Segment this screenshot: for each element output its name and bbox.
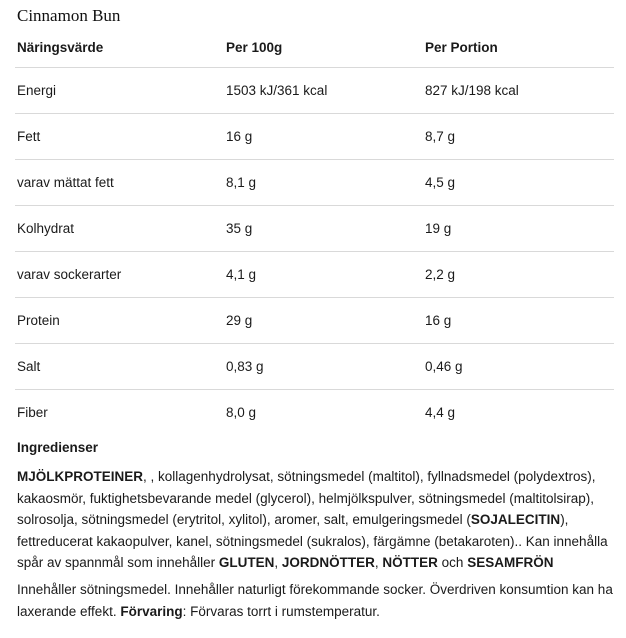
ingredients-segment: , (374, 555, 383, 570)
value-per-portion: 16 g (423, 298, 614, 344)
allergen-text: SOJALECITIN (470, 512, 561, 527)
value-per-portion: 0,46 g (423, 344, 614, 390)
nutrient-name: Protein (15, 298, 224, 344)
nutrient-name: Kolhydrat (15, 206, 224, 252)
value-per-portion: 19 g (423, 206, 614, 252)
nutrition-row (15, 252, 614, 298)
note-segment: Innehåller sötningsmedel. Innehåller naturligt förekommande socker. Överdriven konsumtion kan ha laxerande effekt. (17, 582, 613, 619)
ingredients-segment: , , kollagenhydrolysat, sötningsmedel (maltitol), fyllnadsmedel (polydextros), kakaosmör, fuktighetsbevarande medel (glycerol), helmjölkspulver, sötningsmedel (maltitolsirap), solrosolja, sötningsmedel (erytritol, xylitol), aromer, salt, emulgeringsmedel ( (17, 469, 596, 527)
product-title: Cinnamon Bun (17, 6, 121, 25)
nutrient-name: varav mättat fett (15, 160, 224, 206)
storage-label: Förvaring (120, 603, 183, 619)
value-per-100g: 0,83 g (224, 344, 423, 390)
note-text (17, 579, 617, 622)
value-per-100g: 8,1 g (224, 160, 423, 206)
ingredients-segment: och (437, 555, 468, 570)
header-per-100g: Per 100g (224, 29, 423, 68)
nutrient-name: varav sockerarter (15, 252, 224, 298)
allergen-text: GLUTEN (218, 555, 275, 570)
nutrient-name: Fiber (17, 405, 48, 420)
nutrition-header-row (15, 29, 614, 68)
allergen-text: NÖTTER (382, 555, 438, 570)
value-per-portion: 4,4 g (425, 405, 456, 420)
note-segment: : Förvaras torrt i rumstemperatur. (182, 603, 380, 619)
ingredients-text (17, 466, 617, 574)
header-per-portion: Per Portion (423, 29, 614, 68)
value-per-100g: 29 g (224, 298, 423, 344)
header-nutrient: Näringsvärde (15, 29, 224, 68)
value-per-portion: 8,7 g (423, 114, 614, 160)
nutrient-name: Energi (15, 68, 224, 114)
value-per-100g: 35 g (224, 206, 423, 252)
nutrition-row (15, 344, 614, 390)
nutrition-row (15, 298, 614, 344)
ingredients-heading: Ingredienser (17, 440, 99, 455)
ingredients-segment: ), fettreducerat kakaopulver, kanel, sötningsmedel (sukralos), färgämne (betakaroten).. Kan innehålla spår av spannmål som innehåller (17, 512, 608, 570)
nutrition-row (15, 114, 614, 160)
nutrition-row (15, 68, 614, 114)
allergen-text: JORDNÖTTER (281, 555, 375, 570)
allergen-text: SESAMFRÖN (467, 555, 554, 570)
value-per-portion: 4,5 g (423, 160, 614, 206)
value-per-portion: 2,2 g (423, 252, 614, 298)
nutrition-row (15, 206, 614, 252)
allergen-text: MJÖLKPROTEINER (17, 469, 144, 484)
value-per-100g: 16 g (224, 114, 423, 160)
value-per-100g: 1503 kJ/361 kcal (224, 68, 423, 114)
nutrition-row (15, 390, 614, 436)
ingredients-segment: , (274, 555, 282, 570)
value-per-100g: 8,0 g (226, 405, 257, 420)
nutrient-name: Fett (15, 114, 224, 160)
nutrition-table (15, 29, 614, 435)
value-per-100g: 4,1 g (224, 252, 423, 298)
value-per-portion: 827 kJ/198 kcal (423, 68, 614, 114)
nutrition-row (15, 160, 614, 206)
nutrient-name: Salt (15, 344, 224, 390)
